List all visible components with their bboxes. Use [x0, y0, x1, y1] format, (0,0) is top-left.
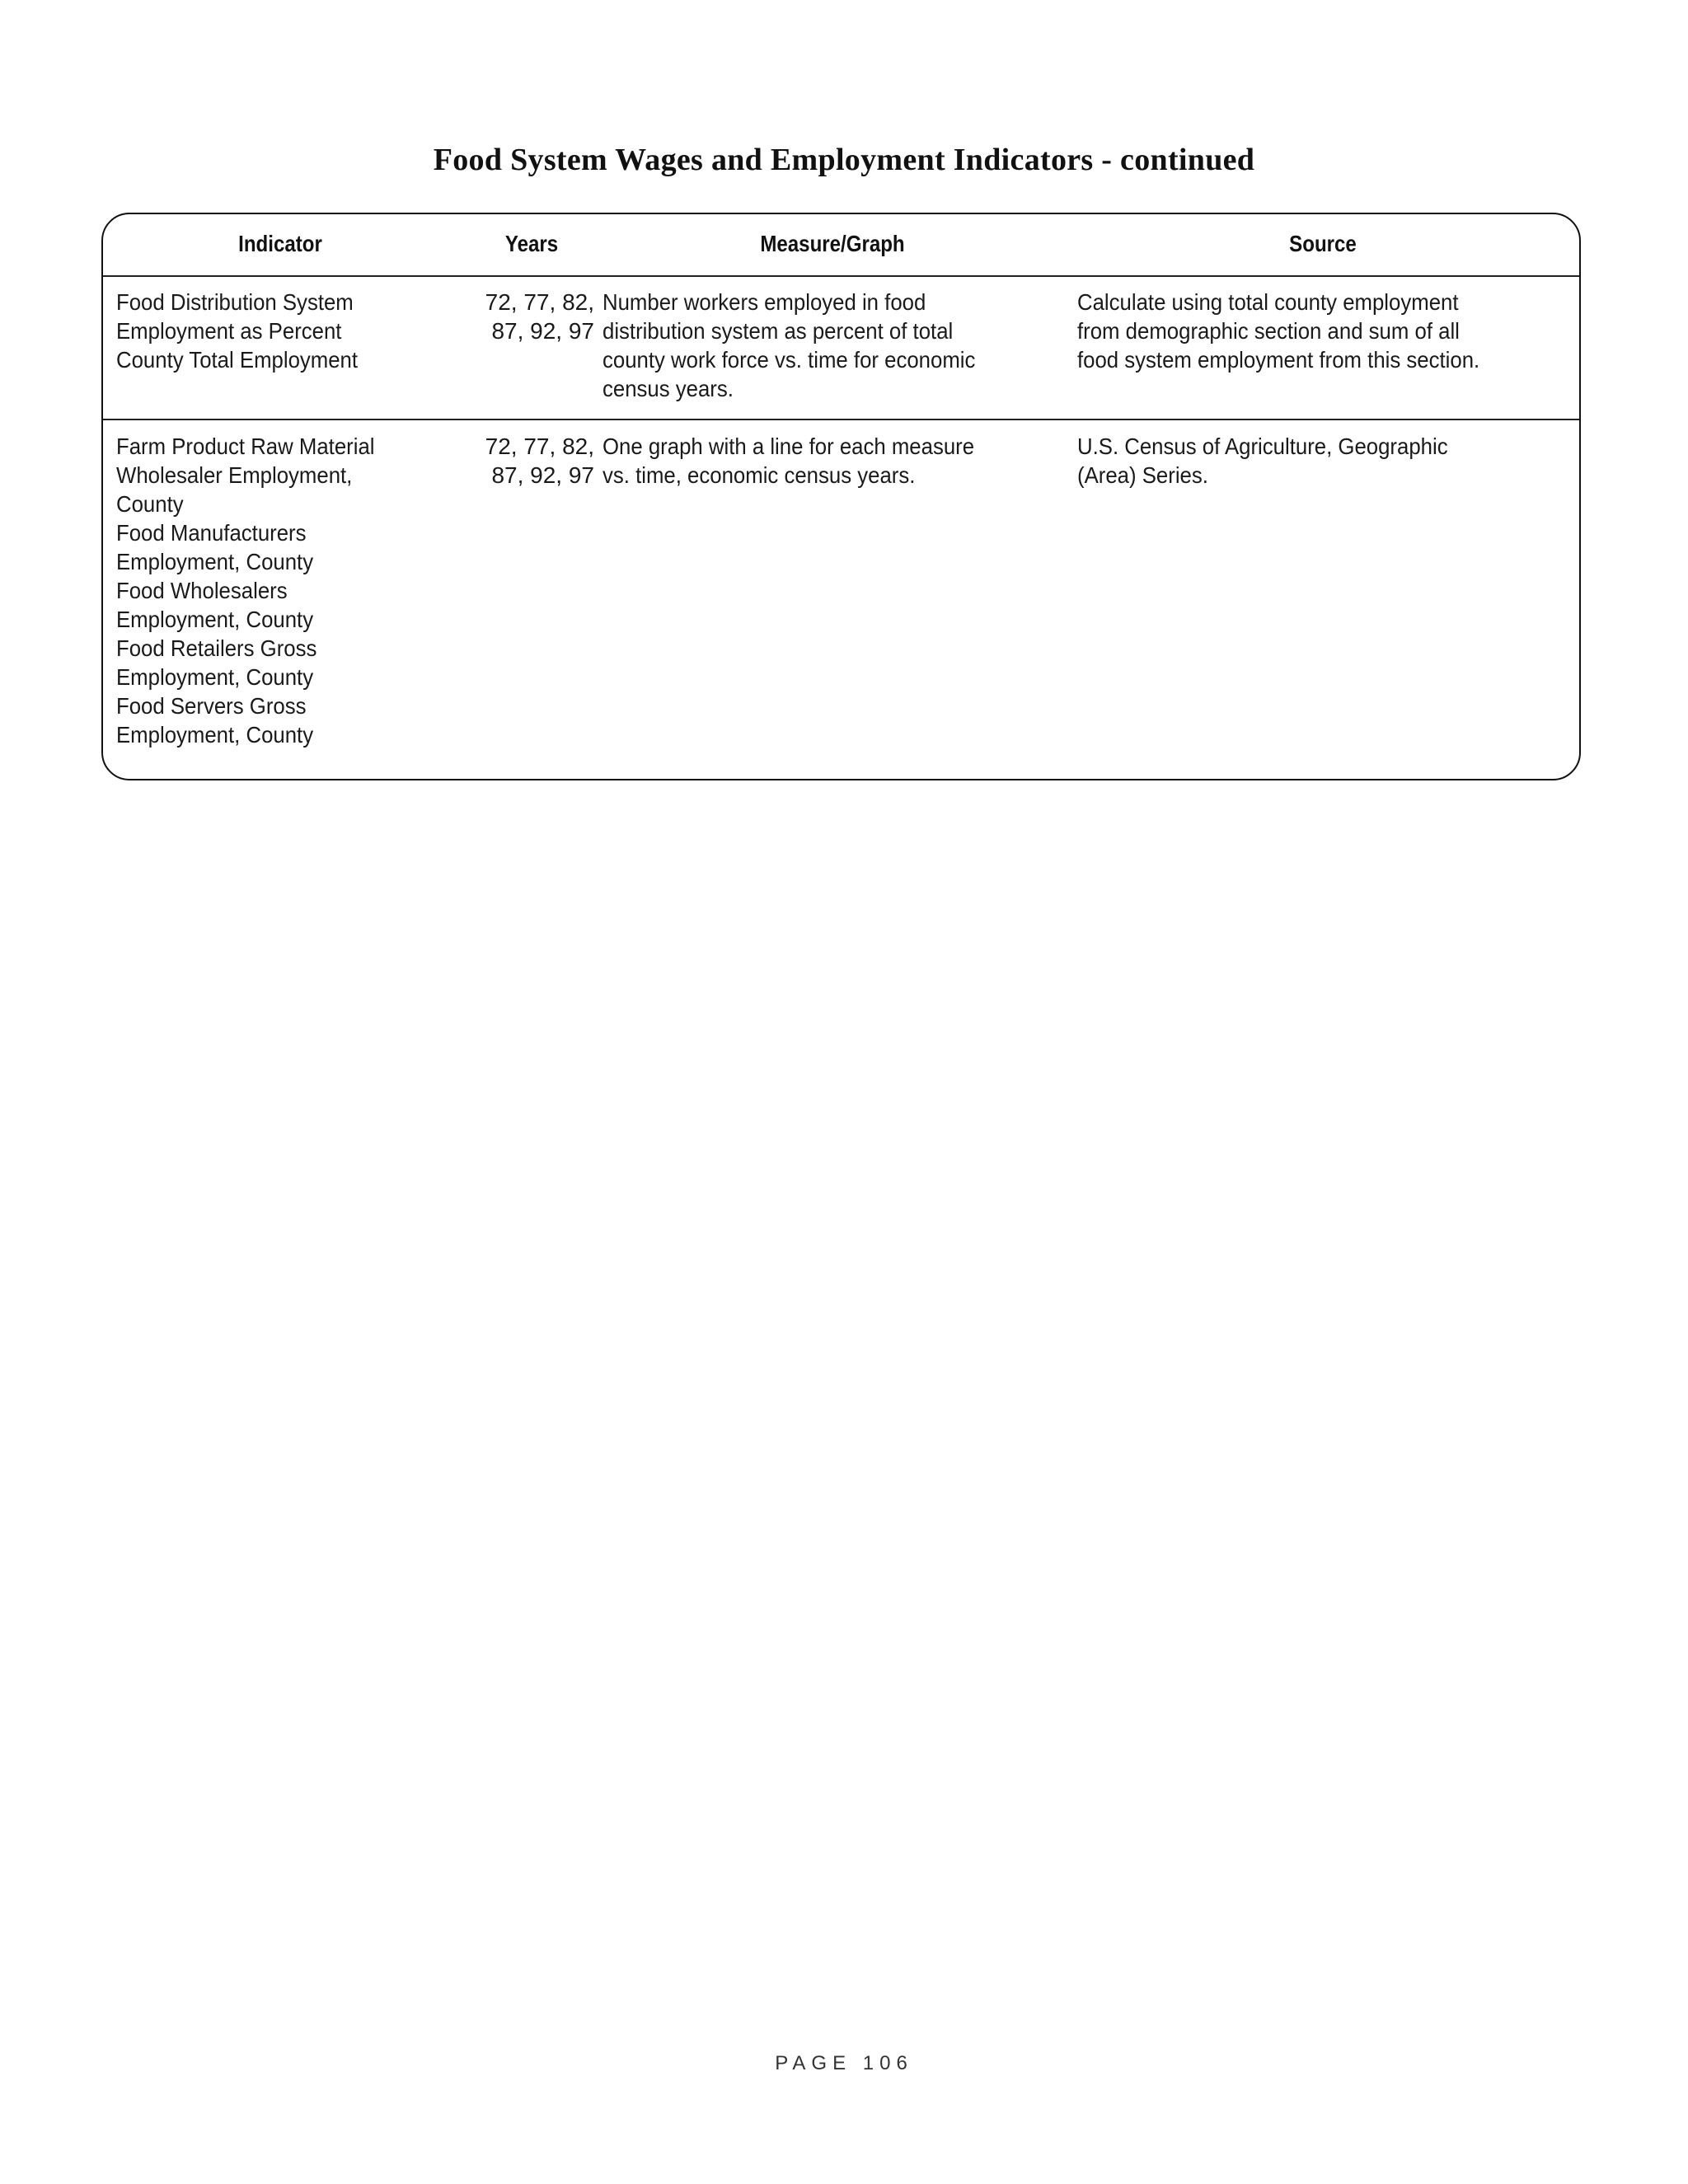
table-cell-text: Number workers employed in food: [603, 289, 926, 315]
table-cell-text: Employment, County: [116, 722, 314, 748]
page-title: Food System Wages and Employment Indicators - continued: [433, 143, 1255, 177]
table-cell-text: 87, 92, 97: [491, 318, 594, 344]
row-2-years: [485, 432, 594, 490]
table-cell-text: Farm Product Raw Material: [116, 434, 375, 459]
table-cell-text: Employment, County: [116, 607, 314, 632]
header-source: Source: [1289, 231, 1357, 256]
row-1-source: [1077, 288, 1479, 374]
table-cell-text: county work force vs. time for economic: [603, 347, 976, 373]
row-1-indicator: [116, 288, 358, 374]
table-cell-text: One graph with a line for each measure: [603, 434, 975, 459]
table-cell-text: distribution system as percent of total: [603, 318, 954, 344]
row-divider: [103, 419, 1579, 420]
table-cell-text: County: [116, 491, 184, 517]
row-1-years: [485, 288, 594, 345]
table-cell-text: Food Servers Gross: [116, 693, 307, 719]
table-cell-text: census years.: [603, 376, 734, 401]
table-cell-text: Wholesaler Employment,: [116, 462, 353, 488]
table-cell-text: Employment as Percent: [116, 318, 342, 344]
row-2-source: [1077, 432, 1448, 490]
page-number: PAGE 106: [775, 2052, 913, 2074]
row-2-measure: [603, 432, 974, 490]
table-cell-text: U.S. Census of Agriculture, Geographic: [1077, 434, 1448, 459]
table-cell-text: vs. time, economic census years.: [603, 462, 916, 488]
table-cell-text: County Total Employment: [116, 347, 359, 373]
header-measure: Measure/Graph: [760, 231, 905, 256]
header-years: Years: [504, 231, 559, 256]
header-indicator: Indicator: [238, 231, 322, 256]
table-cell-text: 87, 92, 97: [491, 462, 594, 488]
table-cell-text: 72, 77, 82,: [485, 434, 594, 459]
table-cell-text: (Area) Series.: [1077, 462, 1208, 488]
table-cell-text: Food Wholesalers: [116, 578, 288, 603]
table-cell-text: 72, 77, 82,: [485, 289, 594, 315]
table-cell-text: Food Distribution System: [116, 289, 354, 315]
table-cell-text: Calculate using total county employment: [1077, 289, 1459, 315]
table-cell-text: Employment, County: [116, 664, 314, 690]
table-cell-text: Employment, County: [116, 549, 314, 574]
header-divider: [103, 275, 1579, 277]
table-cell-text: food system employment from this section.: [1077, 347, 1480, 373]
row-1-measure: [603, 288, 975, 403]
row-2-indicator: [116, 432, 375, 749]
table-cell-text: from demographic section and sum of all: [1077, 318, 1460, 344]
table-cell-text: Food Manufacturers: [116, 520, 307, 546]
table-cell-text: Food Retailers Gross: [116, 635, 317, 661]
